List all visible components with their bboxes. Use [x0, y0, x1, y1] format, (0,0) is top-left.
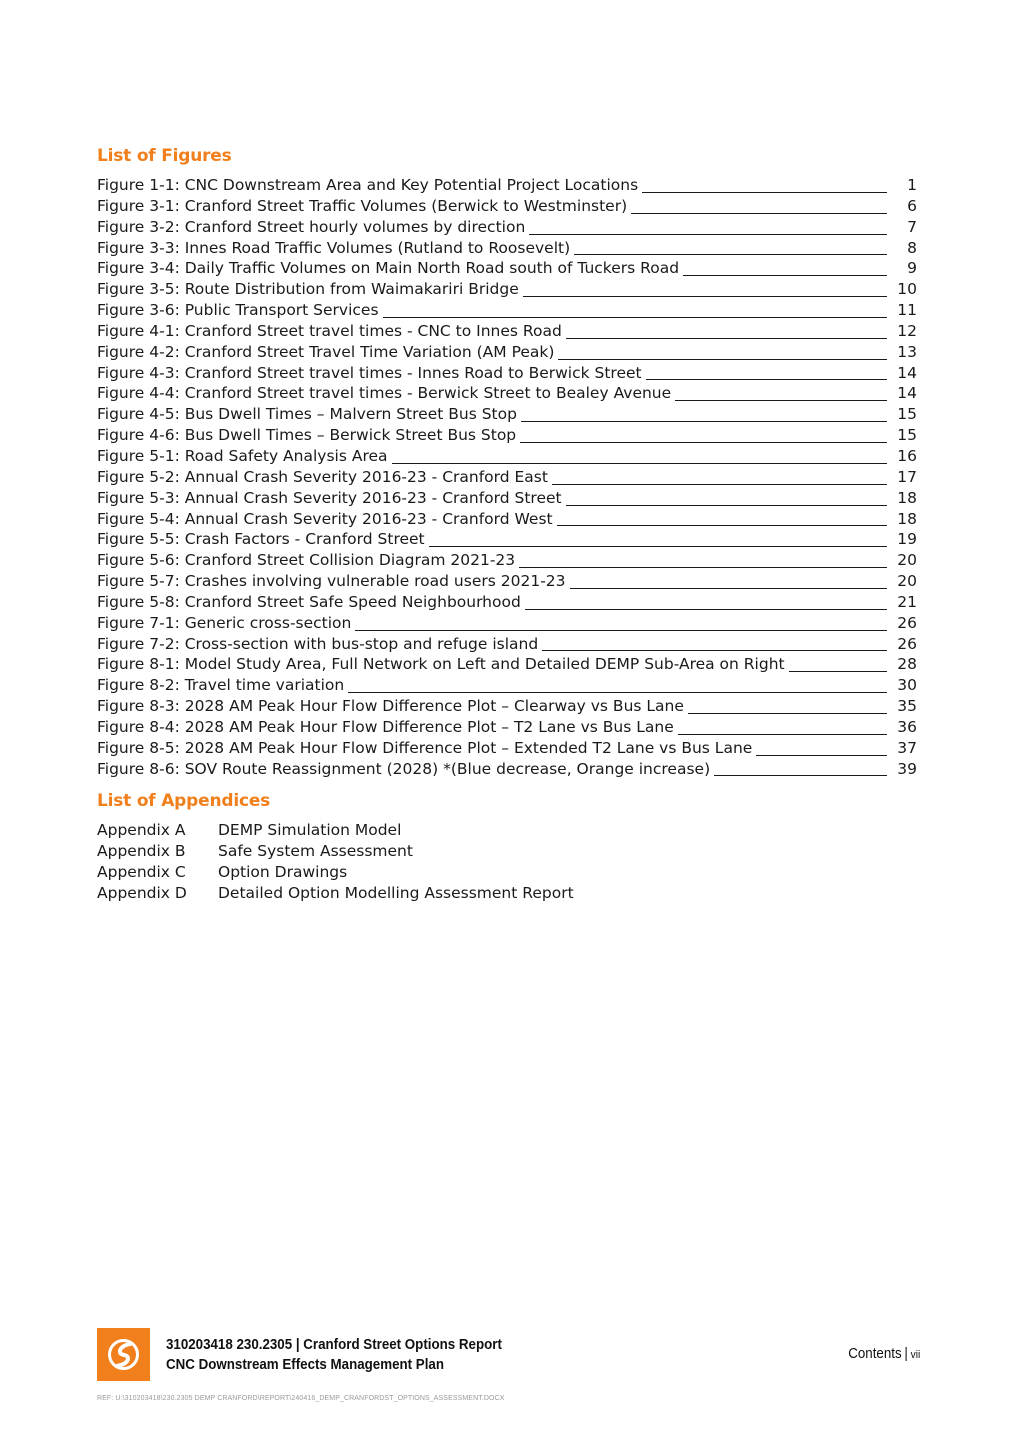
- leader-line: [558, 359, 887, 360]
- appendix-label: Appendix D: [97, 883, 187, 902]
- leader-line: [631, 213, 887, 214]
- figure-page-number: 16: [897, 446, 917, 465]
- leader-line: [519, 567, 887, 568]
- figure-title: Figure 4-5: Bus Dwell Times – Malvern Street Bus Stop: [97, 405, 517, 424]
- figure-title: Figure 4-3: Cranford Street travel times - Innes Road to Berwick Street: [97, 363, 642, 382]
- leader-line: [348, 692, 887, 693]
- appendix-label: Appendix B: [97, 841, 186, 860]
- figure-entry[interactable]: [97, 529, 917, 550]
- figure-page-number: 18: [897, 488, 917, 507]
- appendix-title: Detailed Option Modelling Assessment Report: [218, 883, 574, 902]
- figure-title: Figure 4-1: Cranford Street travel times - CNC to Innes Road: [97, 321, 562, 340]
- figure-entry[interactable]: [97, 613, 917, 634]
- appendix-label: Appendix C: [97, 862, 186, 881]
- leader-line: [642, 192, 887, 193]
- figure-entry[interactable]: [97, 258, 917, 279]
- figure-title: Figure 3-6: Public Transport Services: [97, 301, 379, 320]
- leader-line: [570, 588, 887, 589]
- figure-page-number: 26: [897, 613, 917, 632]
- figure-page-number: 19: [897, 530, 917, 549]
- leader-line: [392, 463, 887, 464]
- appendix-entry[interactable]: [97, 841, 574, 862]
- leader-line: [714, 775, 887, 776]
- leader-line: [429, 546, 887, 547]
- figure-page-number: 18: [897, 509, 917, 528]
- footer-page-number: vii: [910, 1349, 920, 1361]
- figure-page-number: 11: [897, 301, 917, 320]
- figure-title: Figure 5-4: Annual Crash Severity 2016-23 - Cranford West: [97, 509, 553, 528]
- leader-line: [678, 734, 887, 735]
- leader-line: [574, 254, 887, 255]
- appendix-title: Option Drawings: [218, 862, 348, 881]
- figure-entry[interactable]: [97, 404, 917, 425]
- figure-page-number: 39: [897, 759, 917, 778]
- figure-entry[interactable]: [97, 363, 917, 384]
- figure-entry[interactable]: [97, 425, 917, 446]
- leader-line: [523, 296, 887, 297]
- leader-line: [646, 379, 887, 380]
- figure-entry[interactable]: [97, 509, 917, 530]
- figure-page-number: 12: [897, 321, 917, 340]
- leader-line: [557, 525, 887, 526]
- figure-title: Figure 5-7: Crashes involving vulnerable road users 2021-23: [97, 572, 566, 591]
- figure-title: Figure 5-2: Annual Crash Severity 2016-23 - Cranford East: [97, 467, 548, 486]
- figure-entry[interactable]: [97, 300, 917, 321]
- footer-section: Contents: [848, 1346, 902, 1362]
- figure-page-number: 21: [897, 592, 917, 611]
- appendix-title: Safe System Assessment: [218, 841, 413, 860]
- figure-entry[interactable]: [97, 717, 917, 738]
- company-logo-icon: [97, 1328, 150, 1381]
- figure-page-number: 8: [907, 238, 917, 257]
- figure-page-number: 20: [897, 572, 917, 591]
- footer-report-title: 310203418 230.2305 | Cranford Street Options Report: [166, 1337, 502, 1353]
- figure-entry[interactable]: [97, 738, 917, 759]
- footer-separator: |: [904, 1346, 908, 1362]
- list-of-appendices: [97, 820, 574, 903]
- list-of-appendices-heading: List of Appendices: [97, 791, 271, 811]
- leader-line: [552, 484, 887, 485]
- leader-line: [566, 505, 887, 506]
- appendix-label: Appendix A: [97, 821, 186, 839]
- figure-page-number: 6: [907, 196, 917, 215]
- figure-title: Figure 8-1: Model Study Area, Full Network on Left and Detailed DEMP Sub-Area on Right: [97, 655, 785, 674]
- footer-title-block: [166, 1335, 502, 1375]
- leader-line: [683, 275, 887, 276]
- figure-title: Figure 1-1: CNC Downstream Area and Key Potential Project Locations: [97, 176, 639, 194]
- document-reference: REF: U:\310203418\230.2305 DEMP CRANFORD\REPORT\240416_DEMP_CRANFORDST_OPTIONS_ASSESSMENT.DOCX: [97, 1395, 505, 1402]
- figure-page-number: 9: [907, 259, 917, 278]
- figure-title: Figure 7-2: Cross-section with bus-stop and refuge island: [97, 634, 539, 653]
- figure-page-number: 14: [897, 384, 917, 403]
- figure-page-number: 1: [907, 176, 917, 194]
- figure-title: Figure 4-6: Bus Dwell Times – Berwick Street Bus Stop: [97, 426, 517, 445]
- appendix-entry[interactable]: [97, 883, 574, 904]
- figure-entry[interactable]: [97, 383, 917, 404]
- list-of-figures-heading: List of Figures: [97, 146, 232, 166]
- figure-entry[interactable]: [97, 467, 917, 488]
- leader-line: [529, 234, 887, 235]
- figure-entry[interactable]: [97, 675, 917, 696]
- leader-line: [525, 609, 887, 610]
- leader-line: [521, 421, 887, 422]
- figure-title: Figure 5-8: Cranford Street Safe Speed Neighbourhood: [97, 592, 521, 611]
- figure-page-number: 15: [897, 426, 917, 445]
- figure-entry[interactable]: [97, 759, 917, 780]
- leader-line: [542, 650, 887, 651]
- figure-title: Figure 4-2: Cranford Street Travel Time Variation (AM Peak): [97, 342, 555, 361]
- figure-page-number: 10: [897, 280, 917, 299]
- logo-mark-icon: [97, 1328, 150, 1381]
- figure-page-number: 30: [897, 676, 917, 695]
- leader-line: [566, 338, 887, 339]
- leader-line: [756, 755, 887, 756]
- leader-line: [789, 671, 887, 672]
- figure-title: Figure 8-2: Travel time variation: [97, 676, 345, 695]
- figure-page-number: 7: [907, 217, 917, 236]
- figure-title: Figure 8-4: 2028 AM Peak Hour Flow Difference Plot – T2 Lane vs Bus Lane: [97, 717, 674, 736]
- list-of-figures: [97, 175, 917, 779]
- appendix-title: DEMP Simulation Model: [218, 821, 402, 839]
- footer-page-label: [848, 1346, 920, 1362]
- leader-line: [383, 317, 887, 318]
- figure-entry[interactable]: [97, 634, 917, 655]
- figure-page-number: 15: [897, 405, 917, 424]
- figure-entry[interactable]: [97, 488, 917, 509]
- figure-page-number: 36: [897, 717, 917, 736]
- figure-title: Figure 3-3: Innes Road Traffic Volumes (Rutland to Roosevelt): [97, 238, 571, 257]
- figure-page-number: 20: [897, 551, 917, 570]
- figure-entry[interactable]: [97, 654, 917, 675]
- figure-page-number: 28: [897, 655, 917, 674]
- figure-entry[interactable]: [97, 196, 917, 217]
- footer-project-title: CNC Downstream Effects Management Plan: [166, 1357, 444, 1373]
- figure-title: Figure 5-5: Crash Factors - Cranford Street: [97, 530, 425, 549]
- leader-line: [688, 713, 887, 714]
- figure-entry[interactable]: [97, 217, 917, 238]
- figure-page-number: 35: [897, 697, 917, 716]
- figure-title: Figure 8-3: 2028 AM Peak Hour Flow Difference Plot – Clearway vs Bus Lane: [97, 697, 684, 716]
- figure-page-number: 13: [897, 342, 917, 361]
- figure-entry[interactable]: [97, 321, 917, 342]
- leader-line: [520, 442, 887, 443]
- figure-title: Figure 5-1: Road Safety Analysis Area: [97, 446, 388, 465]
- leader-line: [355, 630, 887, 631]
- figure-title: Figure 5-3: Annual Crash Severity 2016-23 - Cranford Street: [97, 488, 562, 507]
- figure-title: Figure 8-6: SOV Route Reassignment (2028) *(Blue decrease, Orange increase): [97, 759, 711, 778]
- leader-line: [675, 400, 887, 401]
- figure-entry[interactable]: [97, 696, 917, 717]
- figure-entry[interactable]: [97, 446, 917, 467]
- appendix-entry[interactable]: [97, 820, 574, 841]
- appendix-entry[interactable]: [97, 862, 574, 883]
- figure-title: Figure 4-4: Cranford Street travel times - Berwick Street to Bealey Avenue: [97, 384, 672, 403]
- figure-page-number: 26: [897, 634, 917, 653]
- figure-entry[interactable]: [97, 175, 917, 196]
- figure-page-number: 14: [897, 363, 917, 382]
- figure-entry[interactable]: [97, 238, 917, 259]
- figure-entry[interactable]: [97, 571, 917, 592]
- figure-page-number: 17: [897, 467, 917, 486]
- figure-entry[interactable]: [97, 550, 917, 571]
- figure-title: Figure 3-1: Cranford Street Traffic Volumes (Berwick to Westminster): [97, 196, 628, 215]
- figure-entry[interactable]: [97, 279, 917, 300]
- figure-entry[interactable]: [97, 342, 917, 363]
- figure-title: Figure 5-6: Cranford Street Collision Diagram 2021-23: [97, 551, 516, 570]
- figure-title: Figure 8-5: 2028 AM Peak Hour Flow Difference Plot – Extended T2 Lane vs Bus Lane: [97, 738, 753, 757]
- figure-title: Figure 3-2: Cranford Street hourly volumes by direction: [97, 217, 526, 236]
- figure-entry[interactable]: [97, 592, 917, 613]
- figure-title: Figure 7-1: Generic cross-section: [97, 613, 352, 632]
- figure-title: Figure 3-5: Route Distribution from Waimakariri Bridge: [97, 280, 519, 299]
- figure-title: Figure 3-4: Daily Traffic Volumes on Main North Road south of Tuckers Road: [97, 259, 680, 278]
- figure-page-number: 37: [897, 738, 917, 757]
